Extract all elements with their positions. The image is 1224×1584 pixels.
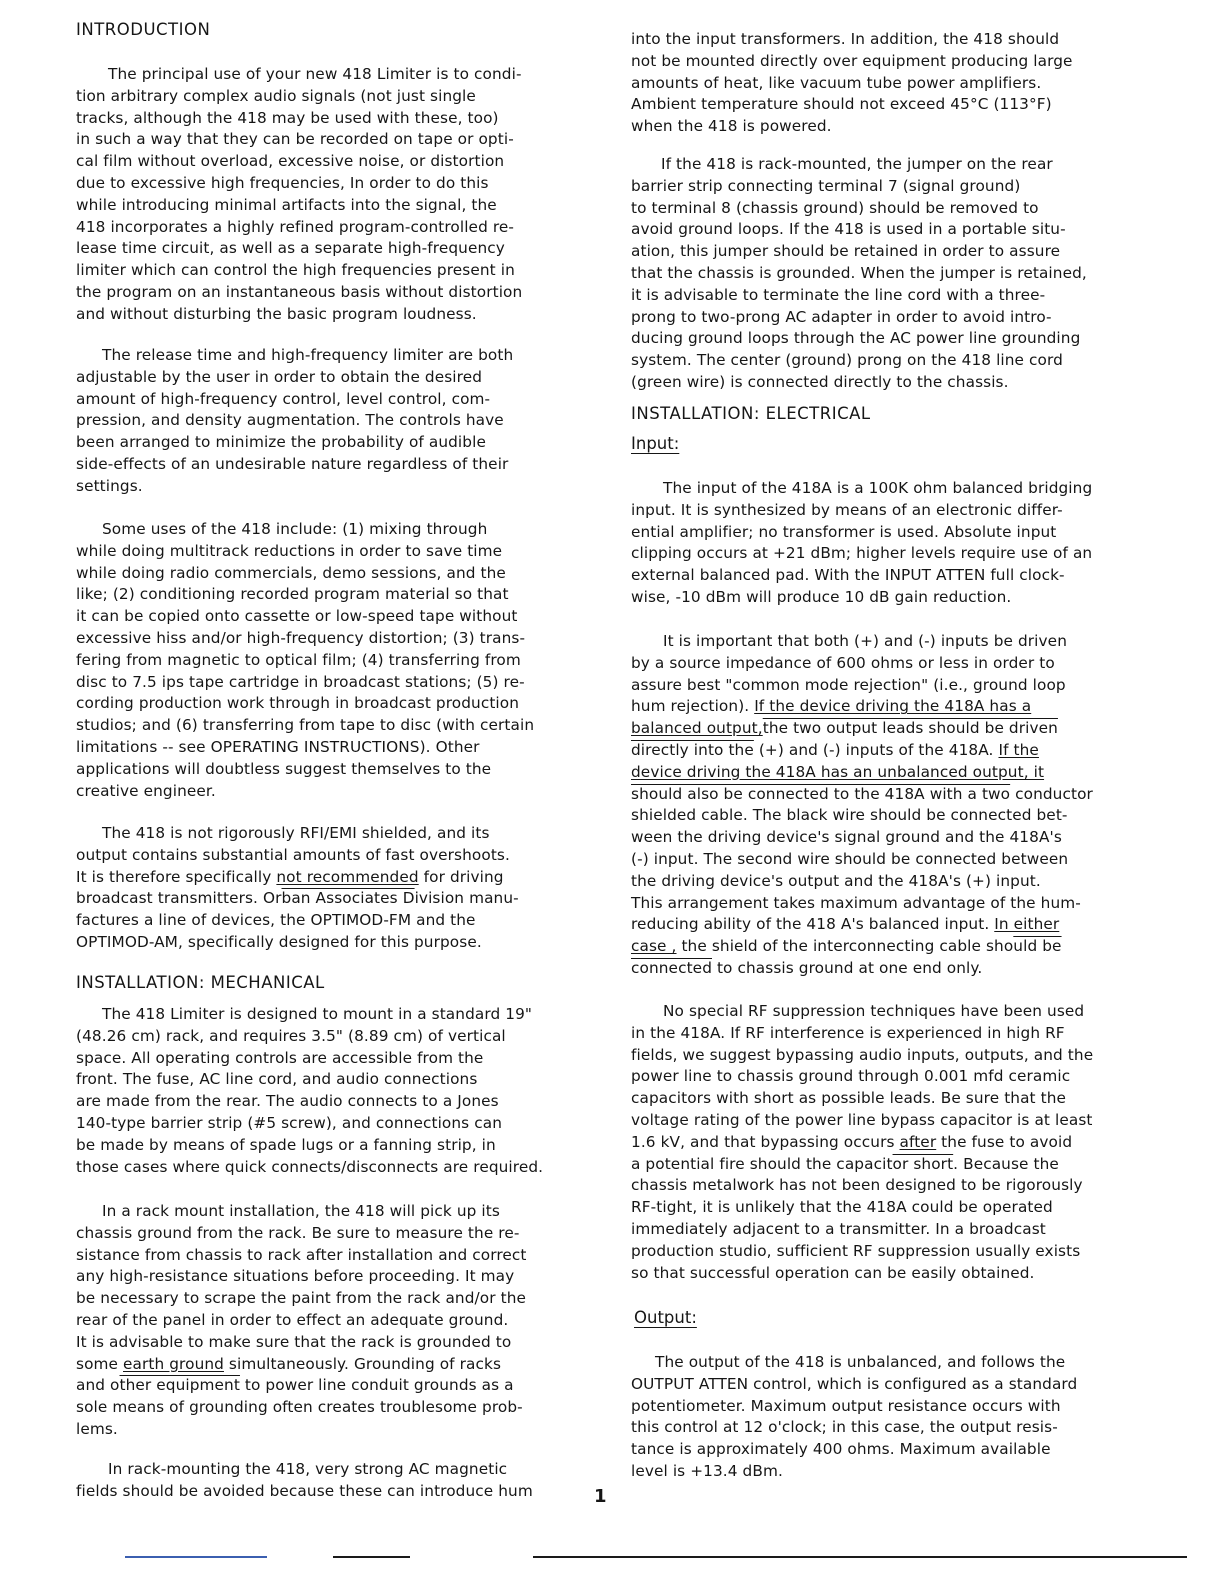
text-line: the driving device's output and the 418A's (+) input. bbox=[631, 871, 1041, 890]
text-line: the program on an instantaneous basis without distortion bbox=[76, 282, 523, 301]
text-line: OPTIMOD-AM, specifically designed for this purpose. bbox=[76, 932, 482, 951]
text-line: studios; and (6) transferring from tape to disc (with certain bbox=[76, 716, 535, 735]
text-line: space. All operating controls are accessible from the bbox=[76, 1048, 484, 1067]
text-line: clipping occurs at +21 dBm; higher levels require use of an bbox=[631, 544, 1093, 563]
text-line: some earth ground simultaneously. Grounding of racks bbox=[76, 1354, 502, 1373]
text-line: The input of the 418A is a 100K ohm balanced bridging bbox=[663, 479, 1093, 497]
text-line: lems. bbox=[76, 1419, 118, 1438]
text-line: sole means of grounding often creates troublesome prob- bbox=[76, 1398, 523, 1417]
text-line: applications will doubtless suggest themselves to the bbox=[76, 759, 492, 778]
text-line: external balanced pad. With the INPUT ATTEN full clock- bbox=[631, 566, 1065, 585]
text-line: tion arbitrary complex audio signals (not just single bbox=[76, 86, 476, 105]
input-subheading: Input: bbox=[631, 434, 680, 453]
mechanical-paragraph-3 bbox=[76, 1459, 560, 1503]
text-line: limiter which can control the high frequencies present in bbox=[76, 261, 515, 280]
text-line: settings. bbox=[76, 476, 143, 495]
text-line: hum rejection). If the device driving the 418A has a bbox=[631, 697, 1032, 716]
text-line: while introducing minimal artifacts into the signal, the bbox=[76, 195, 497, 214]
text-line: like; (2) conditioning recorded program material so that bbox=[76, 585, 509, 604]
mechanical-paragraph-4 bbox=[631, 154, 1127, 394]
text-line: lease time circuit, as well as a separate high-frequency bbox=[76, 239, 505, 258]
mechanical-paragraph-3-continued bbox=[631, 29, 1127, 138]
text-line: ential amplifier; no transformer is used. Absolute input bbox=[631, 522, 1057, 541]
intro-paragraph-3 bbox=[76, 519, 560, 802]
text-line: a potential fire should the capacitor short. Because the bbox=[631, 1154, 1059, 1173]
text-line: while doing radio commercials, demo sessions, and the bbox=[76, 563, 506, 582]
text-line: production studio, sufficient RF suppression usually exists bbox=[631, 1241, 1081, 1260]
text-line: in such a way that they can be recorded on tape or opti- bbox=[76, 130, 514, 149]
text-line: 140-type barrier strip (#5 screw), and connections can bbox=[76, 1113, 502, 1132]
text-line: immediately adjacent to a transmitter. In a broadcast bbox=[631, 1219, 1046, 1238]
text-line: fields should be avoided because these can introduce hum bbox=[76, 1481, 533, 1500]
text-line: it can be copied onto cassette or low-speed tape without bbox=[76, 607, 518, 626]
text-line: not be mounted directly over equipment producing large bbox=[631, 51, 1073, 70]
text-line: to terminal 8 (chassis ground) should be removed to bbox=[631, 198, 1039, 217]
mechanical-paragraph-2 bbox=[76, 1201, 560, 1441]
text-line: The 418 is not rigorously RFI/EMI shielded, and its bbox=[102, 824, 490, 842]
text-line: It is advisable to make sure that the rack is grounded to bbox=[76, 1332, 512, 1351]
text-line: case , the shield of the interconnecting cable should be bbox=[631, 937, 1062, 956]
text-line: be necessary to scrape the paint from the rack and/or the bbox=[76, 1289, 526, 1308]
text-line: side-effects of an undesirable nature regardless of their bbox=[76, 454, 509, 473]
footer-rule bbox=[533, 1556, 1187, 1558]
text-line: 418 incorporates a highly refined program-controlled re- bbox=[76, 217, 515, 236]
text-line: cording production work through in broadcast production bbox=[76, 694, 520, 713]
text-line: device driving the 418A has an unbalanced output, it bbox=[631, 762, 1045, 781]
text-line: this control at 12 o'clock; in this case, the output resis- bbox=[631, 1418, 1058, 1437]
text-line: creative engineer. bbox=[76, 781, 216, 800]
text-line: amounts of heat, like vacuum tube power amplifiers. bbox=[631, 73, 1042, 92]
intro-paragraph-1 bbox=[76, 64, 560, 326]
text-line: The 418 Limiter is designed to mount in a standard 19" bbox=[102, 1005, 533, 1023]
text-line: and other equipment to power line conduit grounds as a bbox=[76, 1376, 514, 1395]
text-line: connected to chassis ground at one end only. bbox=[631, 958, 983, 977]
text-line: in the 418A. If RF interference is experienced in high RF bbox=[631, 1023, 1065, 1042]
text-line: potentiometer. Maximum output resistance occurs with bbox=[631, 1396, 1061, 1415]
text-line: balanced output,the two output leads should be driven bbox=[631, 719, 1058, 738]
input-paragraph-2 bbox=[631, 631, 1127, 980]
introduction-heading: INTRODUCTION bbox=[76, 20, 211, 39]
text-line: reducing ability of the 418 A's balanced input. In either bbox=[631, 915, 1060, 934]
text-line: should also be connected to the 418A with a two conductor bbox=[631, 784, 1093, 803]
text-line: power line to chassis ground through 0.001 mfd ceramic bbox=[631, 1067, 1071, 1086]
text-line: It is therefore specifically not recommended for driving bbox=[76, 867, 504, 886]
text-line: wise, -10 dBm will produce 10 dB gain reduction. bbox=[631, 587, 1012, 606]
text-line: (48.26 cm) rack, and requires 3.5" (8.89 cm) of vertical bbox=[76, 1026, 506, 1045]
text-line: capacitors with short as possible leads. Be sure that the bbox=[631, 1089, 1067, 1108]
text-line: while doing multitrack reductions in order to save time bbox=[76, 541, 503, 560]
text-line: avoid ground loops. If the 418 is used in a portable situ- bbox=[631, 220, 1066, 239]
text-line: The release time and high-frequency limiter are both bbox=[102, 346, 514, 364]
intro-paragraph-2 bbox=[76, 345, 560, 498]
text-line: level is +13.4 dBm. bbox=[631, 1461, 783, 1480]
text-line: amount of high-frequency control, level control, com- bbox=[76, 389, 491, 408]
text-line: rear of the panel in order to effect an adequate ground. bbox=[76, 1310, 509, 1329]
text-line: system. The center (ground) prong on the 418 line cord bbox=[631, 351, 1063, 370]
text-line: fields, we suggest bypassing audio inputs, outputs, and the bbox=[631, 1045, 1094, 1064]
text-line: tance is approximately 400 ohms. Maximum available bbox=[631, 1440, 1051, 1459]
text-line: Ambient temperature should not exceed 45°C (113°F) bbox=[631, 95, 1052, 114]
input-paragraph-3 bbox=[631, 1001, 1127, 1284]
text-line: directly into the (+) and (-) inputs of the 418A. If the bbox=[631, 740, 1039, 759]
text-line: assure best "common mode rejection" (i.e., ground loop bbox=[631, 675, 1066, 694]
text-line: ducing ground loops through the AC power line grounding bbox=[631, 329, 1081, 348]
mechanical-heading: INSTALLATION: MECHANICAL bbox=[76, 973, 325, 992]
text-line: into the input transformers. In addition, the 418 should bbox=[631, 30, 1060, 48]
text-line: factures a line of devices, the OPTIMOD-FM and the bbox=[76, 911, 476, 930]
text-line: those cases where quick connects/disconnects are required. bbox=[76, 1157, 544, 1176]
text-line: output contains substantial amounts of fast overshoots. bbox=[76, 845, 510, 864]
text-line: it is advisable to terminate the line cord with a three- bbox=[631, 285, 1046, 304]
text-line: No special RF suppression techniques have been used bbox=[663, 1002, 1085, 1020]
text-line: voltage rating of the power line bypass capacitor is at least bbox=[631, 1110, 1093, 1129]
text-line: input. It is synthesized by means of an electronic differ- bbox=[631, 500, 1063, 519]
text-line: disc to 7.5 ips tape cartridge in broadcast stations; (5) re- bbox=[76, 672, 525, 691]
input-paragraph-1 bbox=[631, 478, 1127, 609]
text-line: when the 418 is powered. bbox=[631, 117, 832, 136]
text-line: any high-resistance situations before proceeding. It may bbox=[76, 1267, 515, 1286]
text-line: excessive hiss and/or high-frequency distortion; (3) trans- bbox=[76, 628, 526, 647]
text-line: This arrangement takes maximum advantage of the hum- bbox=[631, 893, 1081, 912]
text-line: limitations -- see OPERATING INSTRUCTIONS). Other bbox=[76, 737, 480, 756]
text-line: (-) input. The second wire should be connected between bbox=[631, 849, 1069, 868]
text-line: ation, this jumper should be retained in order to assure bbox=[631, 242, 1061, 261]
electrical-heading: INSTALLATION: ELECTRICAL bbox=[631, 404, 871, 423]
text-line: adjustable by the user in order to obtain the desired bbox=[76, 367, 483, 386]
text-line: If the 418 is rack-mounted, the jumper on the rear bbox=[661, 155, 1053, 173]
text-line: ween the driving device's signal ground and the 418A's bbox=[631, 828, 1062, 847]
footer-rule bbox=[125, 1556, 267, 1558]
text-line: OUTPUT ATTEN control, which is configured as a standard bbox=[631, 1374, 1078, 1393]
page-number: 1 bbox=[594, 1486, 607, 1507]
text-line: fering from magnetic to optical film; (4) transferring from bbox=[76, 650, 521, 669]
output-paragraph bbox=[631, 1352, 1127, 1483]
text-line: chassis ground from the rack. Be sure to measure the re- bbox=[76, 1223, 520, 1242]
text-line: that the chassis is grounded. When the jumper is retained, bbox=[631, 263, 1087, 282]
text-line: been arranged to minimize the probability of audible bbox=[76, 433, 486, 452]
text-line: broadcast transmitters. Orban Associates Division manu- bbox=[76, 889, 519, 908]
text-line: and without disturbing the basic program loudness. bbox=[76, 304, 477, 323]
output-subheading: Output: bbox=[634, 1308, 697, 1327]
text-line: be made by means of spade lugs or a fanning strip, in bbox=[76, 1135, 496, 1154]
text-line: due to excessive high frequencies, In order to do this bbox=[76, 173, 489, 192]
text-line: cal film without overload, excessive noise, or distortion bbox=[76, 152, 505, 171]
text-line: are made from the rear. The audio connects to a Jones bbox=[76, 1092, 499, 1111]
text-line: In rack-mounting the 418, very strong AC magnetic bbox=[108, 1460, 508, 1478]
mechanical-paragraph-1 bbox=[76, 1004, 560, 1178]
text-line: pression, and density augmentation. The controls have bbox=[76, 411, 504, 430]
text-line: The output of the 418 is unbalanced, and follows the bbox=[655, 1353, 1066, 1371]
text-line: sistance from chassis to rack after installation and correct bbox=[76, 1245, 527, 1264]
text-line: Some uses of the 418 include: (1) mixing through bbox=[102, 520, 488, 538]
text-line: front. The fuse, AC line cord, and audio connections bbox=[76, 1070, 478, 1089]
text-line: by a source impedance of 600 ohms or less in order to bbox=[631, 653, 1055, 672]
text-line: 1.6 kV, and that bypassing occurs after the fuse to avoid bbox=[631, 1132, 1073, 1151]
text-line: tracks, although the 418 may be used with these, too) bbox=[76, 108, 499, 127]
text-line: barrier strip connecting terminal 7 (signal ground) bbox=[631, 176, 1021, 195]
text-line: so that successful operation can be easily obtained. bbox=[631, 1263, 1035, 1282]
footer-rule bbox=[333, 1556, 410, 1558]
text-line: In a rack mount installation, the 418 will pick up its bbox=[102, 1202, 500, 1220]
text-line: (green wire) is connected directly to the chassis. bbox=[631, 372, 1009, 391]
text-line: RF-tight, it is unlikely that the 418A could be operated bbox=[631, 1198, 1053, 1217]
text-line: shielded cable. The black wire should be connected bet- bbox=[631, 806, 1068, 825]
text-line: The principal use of your new 418 Limiter is to condi- bbox=[108, 65, 522, 83]
text-line: prong to two-prong AC adapter in order to avoid intro- bbox=[631, 307, 1052, 326]
text-line: chassis metalwork has not been designed to be rigorously bbox=[631, 1176, 1083, 1195]
intro-paragraph-4 bbox=[76, 823, 560, 954]
text-line: It is important that both (+) and (-) inputs be driven bbox=[663, 632, 1067, 650]
